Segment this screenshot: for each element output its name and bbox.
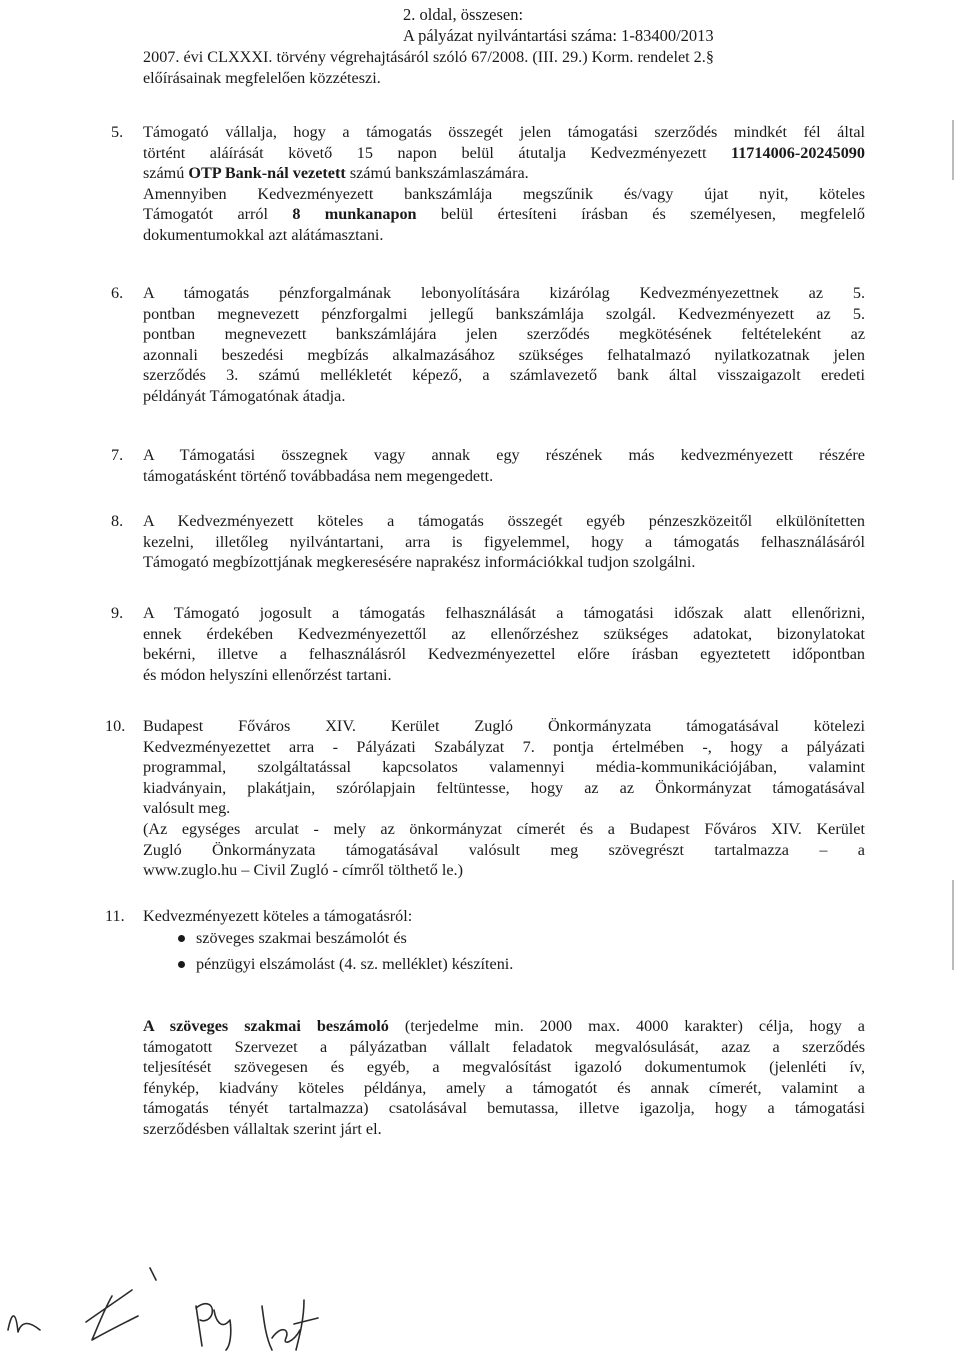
bank-name: OTP Bank-nál vezetett [188,164,346,183]
section-9-line: és módon helyszíni ellenőrzést tartani. [143,665,392,684]
section-7-number: 7. [111,446,124,464]
section-6-text [143,283,865,407]
report-summary-paragraph [143,1016,865,1140]
text-run: történt aláírását követő 15 napon belül átutalja Kedvezményezett [143,143,731,162]
section-10-line: kiadványain, plakátjain, szórólapjain feltüntesse, hogy az az Önkormányzat támogatásával [143,778,865,797]
section-6-line: szerződés 3. számú mellékletét képező, a számlavezető bank által visszaigazolt eredeti [143,366,865,385]
summary-line [143,1016,865,1037]
list-item-label: pénzügyi elszámolást (4. sz. melléklet) készíteni. [196,955,514,973]
section-5-number: 5. [111,123,124,141]
page-number-line: 2. oldal, összesen: [403,5,524,24]
intro-line-1: 2007. évi CLXXXI. törvény végrehajtásáról szóló 67/2008. (III. 29.) Korm. rendelet 2.§ [143,48,714,66]
summary-line: szerződésben vállaltak szerint járt el. [143,1119,382,1138]
list-item [178,925,513,951]
section-11-bullet-list [178,925,513,977]
section-7-line: támogatásként történő továbbadása nem megengedett. [143,466,494,485]
section-10-note-line: Zugló Önkormányzata támogatásával valósult meg szövegrészt tartalmazza – a [143,840,865,859]
section-6-number: 6. [111,284,124,302]
summary-bold-heading: A szöveges szakmai beszámoló [143,1017,389,1035]
section-5-line: dokumentumokkal azt alátámasztani. [143,225,384,244]
section-10-number: 10. [105,717,126,735]
section-6-line: példányát Támogatónak átadja. [143,386,346,405]
section-6-line: pontban megnevezett pénzforgalmi jellegű bankszámlája szolgál. Kedvezményezett az 5. [143,304,865,323]
section-10-line: programmal, szolgáltatással kapcsolatos valamennyi média-kommunikációjában, valamint [143,758,865,777]
deadline-days: 8 munkanapon [292,205,417,224]
summary-line: támogatott Szervezet a pályázatban vállalt feladatok megvalósulását, azaz a szerződés [143,1037,865,1056]
handwritten-signatures-icon [0,1260,420,1352]
section-5-line [143,143,865,164]
section-7-text [143,445,865,486]
section-5-text [143,122,865,246]
bullet-icon [178,935,185,942]
section-5-line: Támogató vállalja, hogy a támogatás összegét jelen támogatási szerződés mindkét fél által [143,123,865,141]
section-10-note-line: www.zuglo.hu – Civil Zugló - címről tölthető le.) [143,861,463,880]
intro-text [143,47,865,88]
registration-number-line: A pályázat nyilvántartási száma: 1-83400/2013 [403,26,714,45]
section-8-line: Támogató megbízottjának megkeresésére naprakész információkkal tudjon szolgálni. [143,553,696,572]
section-10-line: valósult meg. [143,799,231,818]
text-run: számú [143,164,189,183]
section-9-line: bekérni, illetve a felhasználásról Kedvezményezettel előre írásban egyeztetett időpontban [143,645,865,664]
section-9-line: A Támogató jogosult a támogatás felhasználását a támogatási időszak alatt ellenőrizni, [143,604,865,622]
section-5-line [143,163,865,184]
list-item-label: szöveges szakmai beszámolót és [196,929,407,947]
summary-line: támogatás tényét tartalmazza) csatolásával bemutassa, illetve igazolja, hogy a támogatási [143,1099,865,1118]
section-10-text [143,716,865,881]
bullet-icon [178,961,185,968]
section-8-line: A Kedvezményezett köteles a támogatás összegét egyéb pénzeszközeitől elkülönítetten [143,512,865,530]
section-9-line: ennek érdekében Kedvezményezettől az ellenőrzéshez szükséges adatokat, bizonylatokat [143,624,865,643]
section-8-number: 8. [111,512,124,530]
section-9-text [143,603,865,685]
section-11-intro: Kedvezményezett köteles a támogatásról: [143,907,413,925]
text-run: belül értesíteni írásban és személyesen, megfelelő [416,205,865,224]
page-header [403,4,714,46]
text-run: Támogatót arról [143,205,293,224]
section-10-line: Budapest Főváros XIV. Kerület Zugló Önkormányzata támogatásával kötelezi [143,717,865,735]
section-5-line: Amennyiben Kedvezményezett bankszámlája megszűnik és/vagy újat nyit, köteles [143,184,865,203]
section-6-line: azonnali beszedési megbízás alkalmazásához szükséges felhatalmazó nyilatkozatnak jelen [143,345,865,364]
text-run: számú bankszámlaszámára. [345,164,529,183]
summary-line: fénykép, kiadvány köteles példánya, amely a támogatót és annak címerét, valamint a [143,1078,865,1097]
summary-line: teljesítését szövegesen és egyéb, a megvalósítást igazoló dokumentumok (jelenléti ív, [143,1058,865,1077]
section-8-line: kezelni, illetőleg nyilvántartani, arra is figyelemmel, hogy a támogatás felhasználásáról [143,532,865,551]
account-number: 11714006-20245090 [731,143,865,162]
section-10-line: Kedvezményezettet arra - Pályázati Szabályzat 7. pontja értelmében -, hogy a pályázati [143,737,865,756]
scan-edge-mark [952,120,954,180]
section-6-line: pontban megnevezett bankszámlájára jelen szerződés megkötésének feltételeként az [143,325,865,344]
text-run: (terjedelme min. 2000 max. 4000 karakter) célja, hogy a [388,1017,865,1035]
list-item [178,951,513,977]
intro-line-2: előírásainak megfelelően közzéteszi. [143,68,381,87]
section-6-line: A támogatás pénzforgalmának lebonyolítására kizárólag Kedvezményezettnek az 5. [143,284,865,302]
section-7-line: A Támogatási összegnek vagy annak egy részének más kedvezményezett részére [143,446,865,464]
section-10-note-line: (Az egységes arculat - mely az önkormányzat címerét és a Budapest Főváros XIV. Kerület [143,819,865,838]
section-5-line [143,204,865,225]
section-8-text [143,511,865,573]
section-11-number: 11. [105,907,125,925]
section-9-number: 9. [111,604,124,622]
scan-edge-mark [952,880,954,970]
section-11-text [143,906,865,927]
